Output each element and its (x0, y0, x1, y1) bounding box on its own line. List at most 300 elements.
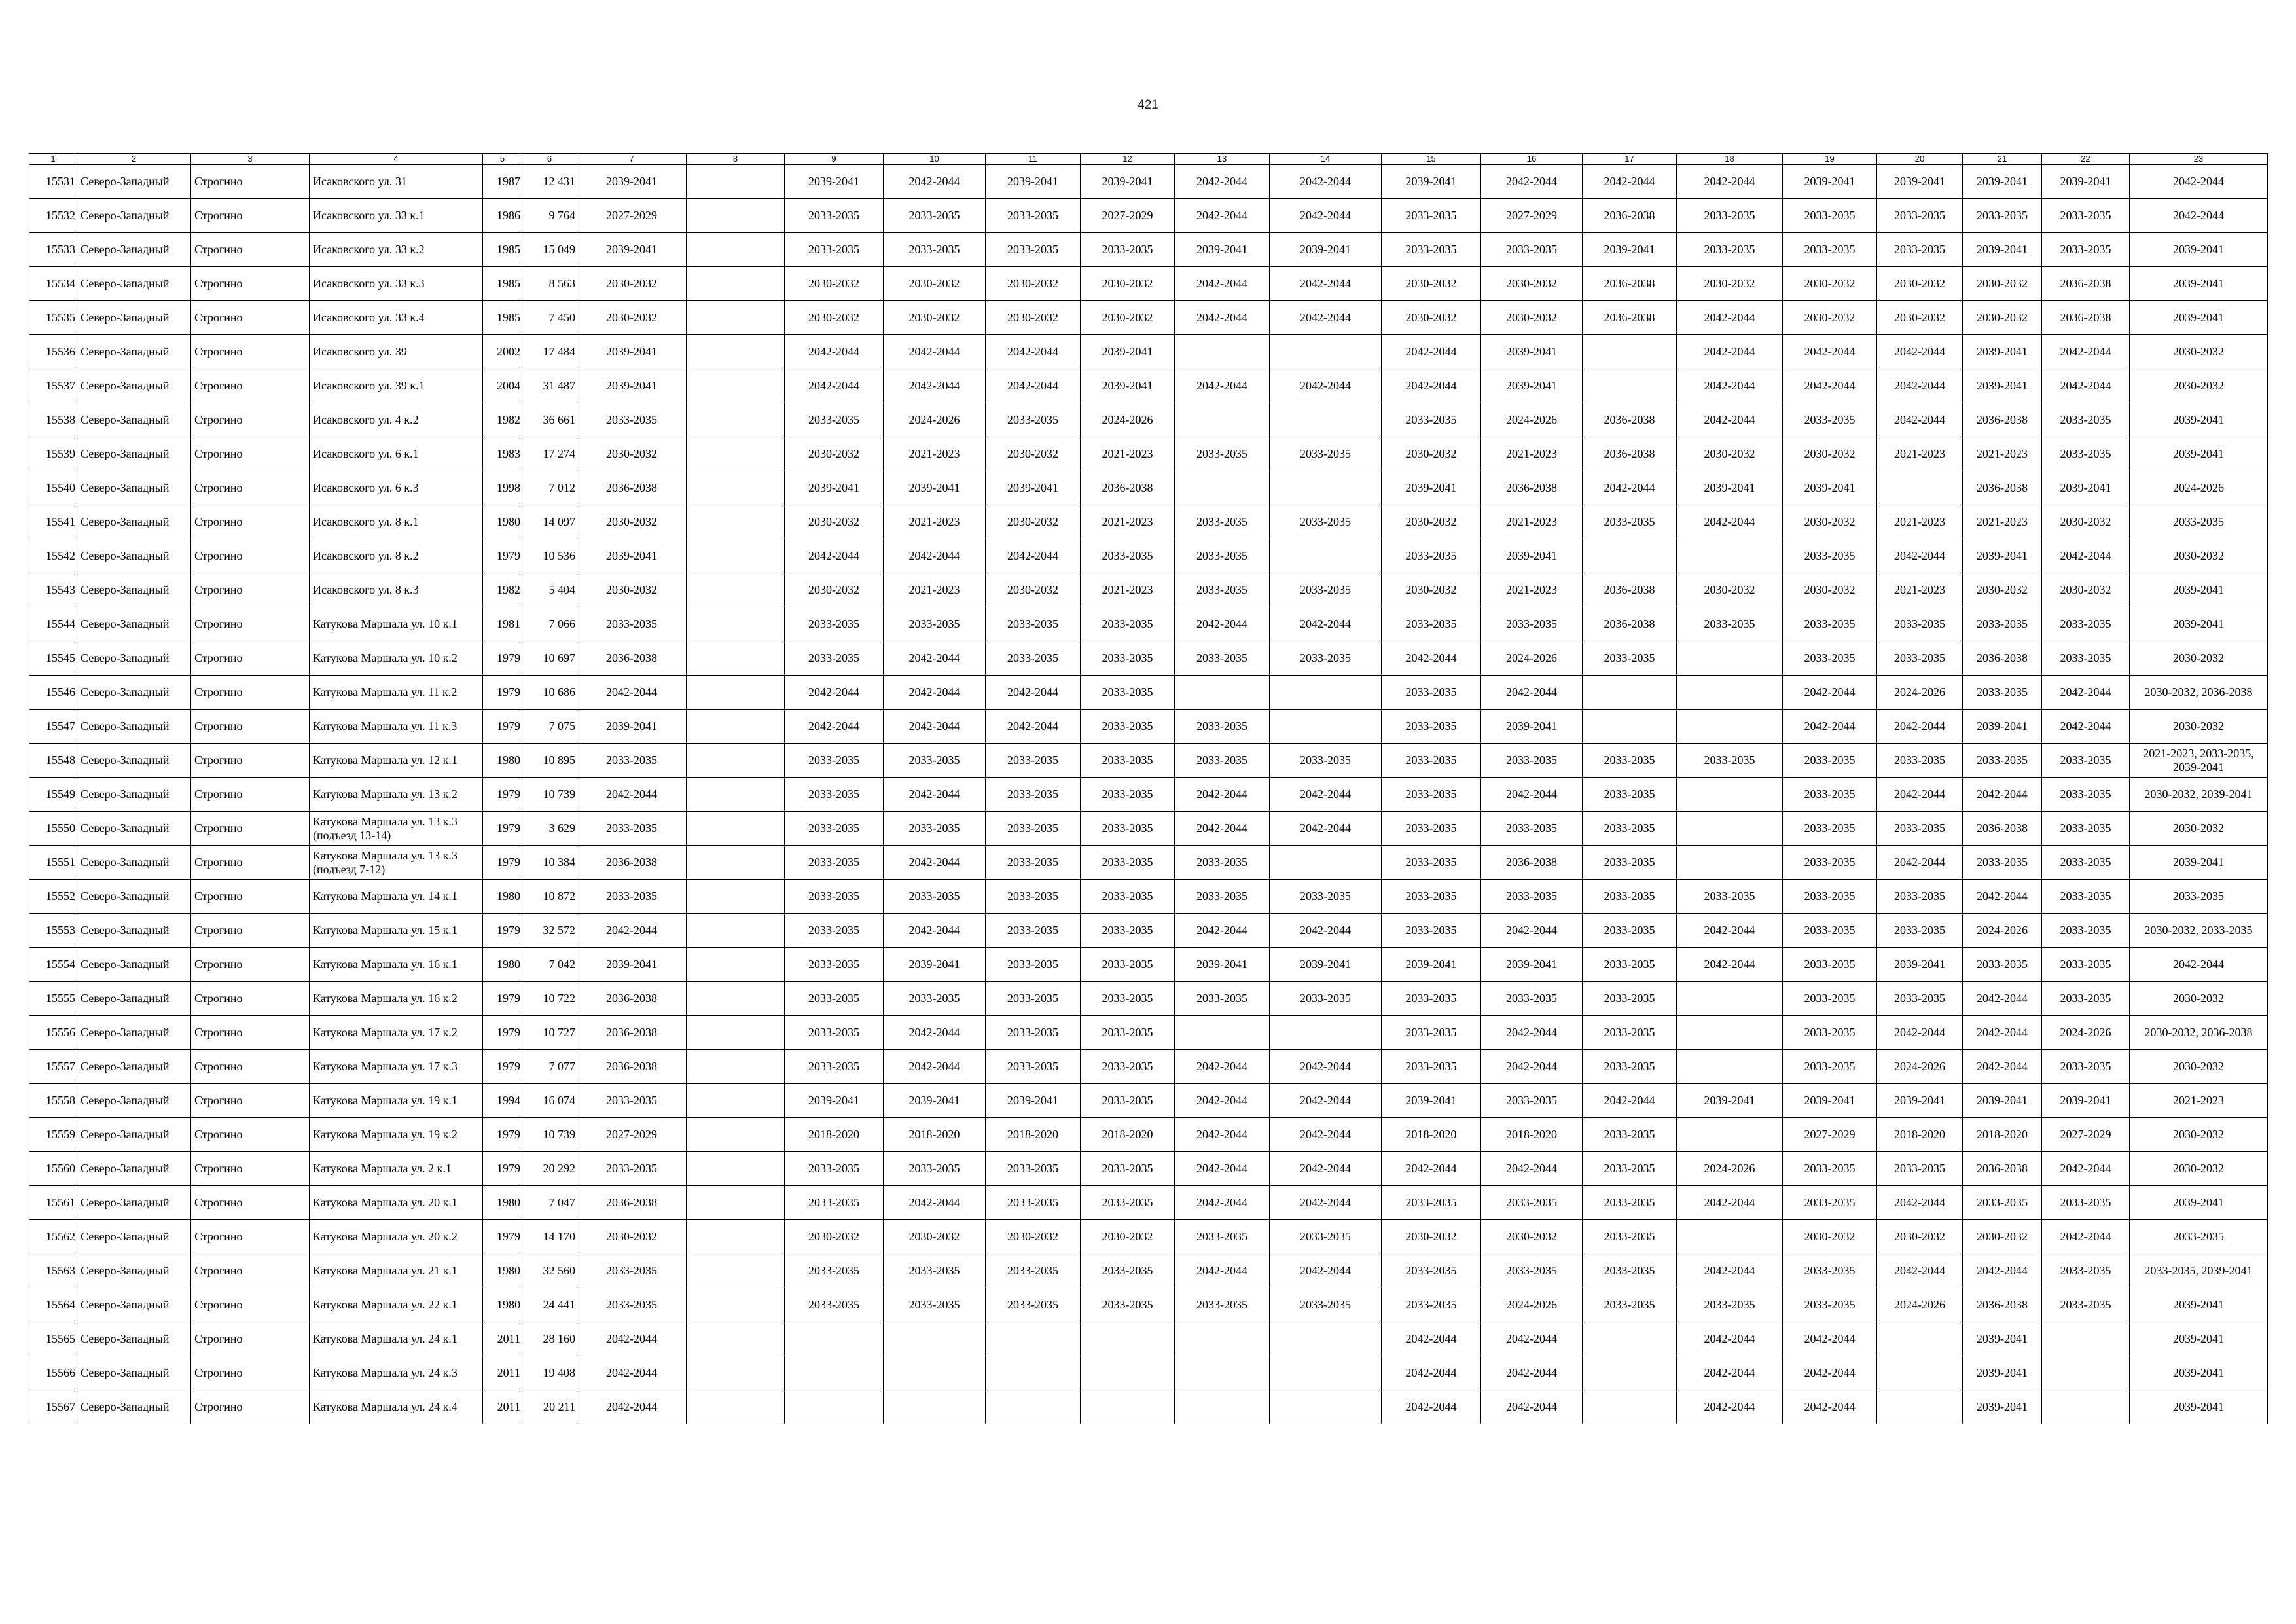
period-13-cell: 2033-2035 (1175, 744, 1270, 778)
district-cell: Северо-Западный (77, 1288, 191, 1322)
address-cell: Катукова Маршала ул. 13 к.2 (310, 778, 483, 812)
period-9-cell (785, 1390, 884, 1424)
area-cell: Строгино (191, 744, 310, 778)
period-18-cell: 2042-2044 (1677, 335, 1783, 369)
period-12-cell (1081, 1356, 1175, 1390)
period-12-cell: 2033-2035 (1081, 812, 1175, 846)
column-number-header: 10 (884, 154, 986, 165)
address-cell: Исаковского ул. 6 к.1 (310, 437, 483, 471)
table-row (29, 1220, 2268, 1254)
period-21-cell: 2033-2035 (1963, 1186, 2042, 1220)
period-15-cell: 2042-2044 (1382, 1390, 1481, 1424)
period-20-cell: 2042-2044 (1877, 778, 1963, 812)
period-17-cell: 2033-2035 (1583, 1254, 1677, 1288)
period-9-cell: 2030-2032 (785, 1220, 884, 1254)
period-10-cell: 2033-2035 (884, 1152, 986, 1186)
area-cell: Строгино (191, 437, 310, 471)
period-19-cell: 2030-2032 (1783, 1220, 1877, 1254)
period-22-cell: 2033-2035 (2042, 1050, 2130, 1084)
district-cell: Северо-Западный (77, 607, 191, 641)
col-8-cell (687, 948, 785, 982)
period-19-cell: 2039-2041 (1783, 165, 1877, 199)
area-cell: Строгино (191, 1322, 310, 1356)
col-8-cell (687, 573, 785, 607)
period-13-cell: 2033-2035 (1175, 1288, 1270, 1322)
period-17-cell: 2033-2035 (1583, 641, 1677, 676)
period-22-cell: 2033-2035 (2042, 778, 2130, 812)
column-number-header: 1 (29, 154, 77, 165)
record-id-cell: 15549 (29, 778, 77, 812)
period-15-cell: 2039-2041 (1382, 165, 1481, 199)
period-16-cell: 2042-2044 (1481, 1390, 1583, 1424)
period-17-cell: 2033-2035 (1583, 1016, 1677, 1050)
area-sqm-cell: 8 563 (522, 267, 577, 301)
period-23-cell: 2030-2032 (2130, 641, 2268, 676)
period-14-cell (1270, 1390, 1382, 1424)
period-15-cell: 2033-2035 (1382, 1186, 1481, 1220)
period-20-cell (1877, 1356, 1963, 1390)
overall-period-cell: 2030-2032 (577, 301, 687, 335)
period-16-cell: 2036-2038 (1481, 471, 1583, 505)
period-14-cell: 2042-2044 (1270, 1186, 1382, 1220)
period-17-cell: 2036-2038 (1583, 437, 1677, 471)
period-20-cell: 2033-2035 (1877, 880, 1963, 914)
year-built-cell: 1979 (483, 1050, 522, 1084)
period-20-cell: 2033-2035 (1877, 233, 1963, 267)
period-12-cell: 2033-2035 (1081, 607, 1175, 641)
overall-period-cell: 2036-2038 (577, 846, 687, 880)
col-8-cell (687, 778, 785, 812)
period-21-cell: 2033-2035 (1963, 846, 2042, 880)
period-15-cell: 2033-2035 (1382, 778, 1481, 812)
period-19-cell: 2033-2035 (1783, 982, 1877, 1016)
area-sqm-cell: 10 536 (522, 539, 577, 573)
period-16-cell: 2036-2038 (1481, 846, 1583, 880)
period-22-cell (2042, 1356, 2130, 1390)
overall-period-cell: 2039-2041 (577, 948, 687, 982)
period-16-cell: 2042-2044 (1481, 1152, 1583, 1186)
record-id-cell: 15537 (29, 369, 77, 403)
period-9-cell: 2033-2035 (785, 744, 884, 778)
period-10-cell: 2042-2044 (884, 1186, 986, 1220)
period-15-cell: 2030-2032 (1382, 505, 1481, 539)
period-10-cell: 2033-2035 (884, 1254, 986, 1288)
period-21-cell: 2042-2044 (1963, 1050, 2042, 1084)
period-23-cell: 2039-2041 (2130, 233, 2268, 267)
period-14-cell (1270, 710, 1382, 744)
area-cell: Строгино (191, 710, 310, 744)
period-9-cell: 2030-2032 (785, 267, 884, 301)
year-built-cell: 1981 (483, 607, 522, 641)
period-12-cell: 2024-2026 (1081, 403, 1175, 437)
period-16-cell: 2024-2026 (1481, 403, 1583, 437)
period-10-cell: 2042-2044 (884, 846, 986, 880)
period-19-cell: 2042-2044 (1783, 710, 1877, 744)
period-11-cell: 2042-2044 (986, 369, 1081, 403)
period-20-cell: 2021-2023 (1877, 505, 1963, 539)
year-built-cell: 1979 (483, 982, 522, 1016)
period-13-cell: 2042-2044 (1175, 1050, 1270, 1084)
period-15-cell: 2042-2044 (1382, 1356, 1481, 1390)
overall-period-cell: 2033-2035 (577, 1288, 687, 1322)
period-13-cell: 2033-2035 (1175, 539, 1270, 573)
period-23-cell: 2030-2032, 2036-2038 (2130, 1016, 2268, 1050)
period-12-cell: 2033-2035 (1081, 948, 1175, 982)
period-20-cell: 2042-2044 (1877, 403, 1963, 437)
overall-period-cell: 2036-2038 (577, 1050, 687, 1084)
period-23-cell: 2039-2041 (2130, 403, 2268, 437)
period-21-cell: 2039-2041 (1963, 1322, 2042, 1356)
period-11-cell: 2033-2035 (986, 778, 1081, 812)
column-number-header: 13 (1175, 154, 1270, 165)
period-9-cell: 2033-2035 (785, 1152, 884, 1186)
column-number-header: 15 (1382, 154, 1481, 165)
period-12-cell: 2033-2035 (1081, 1288, 1175, 1322)
period-10-cell (884, 1322, 986, 1356)
period-19-cell: 2030-2032 (1783, 437, 1877, 471)
period-13-cell (1175, 1390, 1270, 1424)
period-9-cell: 2033-2035 (785, 812, 884, 846)
period-11-cell: 2033-2035 (986, 1050, 1081, 1084)
area-sqm-cell: 10 697 (522, 641, 577, 676)
year-built-cell: 2004 (483, 369, 522, 403)
column-number-header: 2 (77, 154, 191, 165)
year-built-cell: 1986 (483, 199, 522, 233)
period-16-cell: 2024-2026 (1481, 1288, 1583, 1322)
area-sqm-cell: 10 895 (522, 744, 577, 778)
period-14-cell (1270, 539, 1382, 573)
period-21-cell: 2030-2032 (1963, 1220, 2042, 1254)
year-built-cell: 1980 (483, 744, 522, 778)
overall-period-cell: 2033-2035 (577, 880, 687, 914)
period-18-cell (1677, 982, 1783, 1016)
period-13-cell: 2039-2041 (1175, 233, 1270, 267)
area-cell: Строгино (191, 335, 310, 369)
period-16-cell: 2033-2035 (1481, 1186, 1583, 1220)
area-sqm-cell: 28 160 (522, 1322, 577, 1356)
record-id-cell: 15541 (29, 505, 77, 539)
record-id-cell: 15531 (29, 165, 77, 199)
record-id-cell: 15558 (29, 1084, 77, 1118)
period-23-cell: 2039-2041 (2130, 301, 2268, 335)
district-cell: Северо-Западный (77, 948, 191, 982)
year-built-cell: 1987 (483, 165, 522, 199)
period-16-cell: 2033-2035 (1481, 1254, 1583, 1288)
period-18-cell: 2033-2035 (1677, 744, 1783, 778)
period-17-cell: 2033-2035 (1583, 846, 1677, 880)
period-10-cell: 2021-2023 (884, 573, 986, 607)
period-23-cell: 2039-2041 (2130, 1390, 2268, 1424)
period-11-cell: 2030-2032 (986, 437, 1081, 471)
area-sqm-cell: 10 686 (522, 676, 577, 710)
year-built-cell: 1979 (483, 778, 522, 812)
period-12-cell: 2033-2035 (1081, 846, 1175, 880)
period-15-cell: 2042-2044 (1382, 1322, 1481, 1356)
period-14-cell (1270, 1322, 1382, 1356)
area-cell: Строгино (191, 1050, 310, 1084)
record-id-cell: 15560 (29, 1152, 77, 1186)
period-20-cell: 2042-2044 (1877, 710, 1963, 744)
period-17-cell: 2033-2035 (1583, 778, 1677, 812)
period-18-cell: 2033-2035 (1677, 233, 1783, 267)
table-row (29, 301, 2268, 335)
col-8-cell (687, 233, 785, 267)
area-sqm-cell: 14 097 (522, 505, 577, 539)
period-16-cell: 2024-2026 (1481, 641, 1583, 676)
period-14-cell (1270, 1356, 1382, 1390)
area-sqm-cell: 10 722 (522, 982, 577, 1016)
period-13-cell (1175, 1322, 1270, 1356)
district-cell: Северо-Западный (77, 1118, 191, 1152)
period-9-cell: 2042-2044 (785, 369, 884, 403)
column-number-header: 5 (483, 154, 522, 165)
period-18-cell (1677, 1016, 1783, 1050)
period-10-cell: 2033-2035 (884, 233, 986, 267)
period-9-cell: 2033-2035 (785, 1186, 884, 1220)
col-8-cell (687, 812, 785, 846)
area-cell: Строгино (191, 403, 310, 437)
period-14-cell: 2042-2044 (1270, 301, 1382, 335)
column-number-header: 22 (2042, 154, 2130, 165)
period-11-cell (986, 1356, 1081, 1390)
district-cell: Северо-Западный (77, 539, 191, 573)
district-cell: Северо-Западный (77, 335, 191, 369)
period-14-cell: 2033-2035 (1270, 437, 1382, 471)
period-23-cell: 2030-2032 (2130, 710, 2268, 744)
year-built-cell: 2002 (483, 335, 522, 369)
period-14-cell: 2033-2035 (1270, 744, 1382, 778)
period-15-cell: 2033-2035 (1382, 403, 1481, 437)
period-13-cell (1175, 1356, 1270, 1390)
table-row (29, 948, 2268, 982)
period-16-cell: 2039-2041 (1481, 335, 1583, 369)
period-11-cell: 2042-2044 (986, 676, 1081, 710)
address-cell: Исаковского ул. 33 к.4 (310, 301, 483, 335)
col-8-cell (687, 676, 785, 710)
period-17-cell: 2033-2035 (1583, 1186, 1677, 1220)
period-11-cell: 2030-2032 (986, 573, 1081, 607)
overall-period-cell: 2039-2041 (577, 369, 687, 403)
column-number-header: 12 (1081, 154, 1175, 165)
period-19-cell: 2030-2032 (1783, 267, 1877, 301)
period-22-cell: 2042-2044 (2042, 710, 2130, 744)
period-21-cell: 2036-2038 (1963, 641, 2042, 676)
year-built-cell: 1985 (483, 267, 522, 301)
address-cell: Катукова Маршала ул. 15 к.1 (310, 914, 483, 948)
area-sqm-cell: 10 739 (522, 778, 577, 812)
col-8-cell (687, 1322, 785, 1356)
period-15-cell: 2030-2032 (1382, 301, 1481, 335)
overall-period-cell: 2039-2041 (577, 165, 687, 199)
period-9-cell: 2042-2044 (785, 710, 884, 744)
period-10-cell: 2033-2035 (884, 880, 986, 914)
district-cell: Северо-Западный (77, 1084, 191, 1118)
period-15-cell: 2033-2035 (1382, 744, 1481, 778)
period-13-cell: 2033-2035 (1175, 573, 1270, 607)
period-12-cell: 2033-2035 (1081, 539, 1175, 573)
period-12-cell: 2033-2035 (1081, 982, 1175, 1016)
period-20-cell: 2033-2035 (1877, 982, 1963, 1016)
period-21-cell: 2036-2038 (1963, 1152, 2042, 1186)
address-cell: Катукова Маршала ул. 24 к.3 (310, 1356, 483, 1390)
record-id-cell: 15553 (29, 914, 77, 948)
period-11-cell: 2033-2035 (986, 1254, 1081, 1288)
year-built-cell: 1982 (483, 573, 522, 607)
period-19-cell: 2033-2035 (1783, 948, 1877, 982)
period-17-cell: 2033-2035 (1583, 1050, 1677, 1084)
period-12-cell: 2033-2035 (1081, 744, 1175, 778)
record-id-cell: 15547 (29, 710, 77, 744)
record-id-cell: 15564 (29, 1288, 77, 1322)
period-10-cell: 2042-2044 (884, 676, 986, 710)
period-11-cell: 2033-2035 (986, 846, 1081, 880)
period-12-cell: 2039-2041 (1081, 369, 1175, 403)
record-id-cell: 15548 (29, 744, 77, 778)
year-built-cell: 1979 (483, 1016, 522, 1050)
column-number-header: 23 (2130, 154, 2268, 165)
period-13-cell: 2042-2044 (1175, 607, 1270, 641)
overall-period-cell: 2033-2035 (577, 403, 687, 437)
period-15-cell: 2033-2035 (1382, 914, 1481, 948)
period-10-cell: 2042-2044 (884, 165, 986, 199)
area-sqm-cell: 32 560 (522, 1254, 577, 1288)
period-22-cell: 2033-2035 (2042, 914, 2130, 948)
area-sqm-cell: 10 872 (522, 880, 577, 914)
period-21-cell: 2033-2035 (1963, 948, 2042, 982)
table-row (29, 607, 2268, 641)
area-cell: Строгино (191, 778, 310, 812)
record-id-cell: 15540 (29, 471, 77, 505)
period-9-cell: 2030-2032 (785, 437, 884, 471)
area-cell: Строгино (191, 505, 310, 539)
year-built-cell: 1980 (483, 1288, 522, 1322)
period-18-cell: 2042-2044 (1677, 505, 1783, 539)
period-16-cell: 2039-2041 (1481, 710, 1583, 744)
record-id-cell: 15539 (29, 437, 77, 471)
period-11-cell: 2033-2035 (986, 233, 1081, 267)
period-19-cell: 2033-2035 (1783, 233, 1877, 267)
address-cell: Исаковского ул. 33 к.1 (310, 199, 483, 233)
address-cell: Исаковского ул. 8 к.2 (310, 539, 483, 573)
record-id-cell: 15532 (29, 199, 77, 233)
period-12-cell: 2033-2035 (1081, 914, 1175, 948)
col-8-cell (687, 1186, 785, 1220)
period-13-cell: 2033-2035 (1175, 880, 1270, 914)
record-id-cell: 15535 (29, 301, 77, 335)
period-19-cell: 2030-2032 (1783, 301, 1877, 335)
area-sqm-cell: 17 274 (522, 437, 577, 471)
period-11-cell: 2033-2035 (986, 199, 1081, 233)
record-id-cell: 15551 (29, 846, 77, 880)
year-built-cell: 1979 (483, 812, 522, 846)
period-15-cell: 2042-2044 (1382, 1152, 1481, 1186)
period-12-cell (1081, 1322, 1175, 1356)
col-8-cell (687, 403, 785, 437)
area-cell: Строгино (191, 1220, 310, 1254)
period-16-cell: 2042-2044 (1481, 778, 1583, 812)
area-cell: Строгино (191, 1084, 310, 1118)
address-cell: Катукова Маршала ул. 10 к.1 (310, 607, 483, 641)
period-23-cell: 2030-2032, 2039-2041 (2130, 778, 2268, 812)
table-row (29, 1254, 2268, 1288)
period-21-cell: 2042-2044 (1963, 1016, 2042, 1050)
address-cell: Исаковского ул. 8 к.3 (310, 573, 483, 607)
period-20-cell: 2033-2035 (1877, 914, 1963, 948)
area-sqm-cell: 7 066 (522, 607, 577, 641)
district-cell: Северо-Западный (77, 267, 191, 301)
period-10-cell: 2042-2044 (884, 641, 986, 676)
overall-period-cell: 2042-2044 (577, 1390, 687, 1424)
period-17-cell: 2033-2035 (1583, 880, 1677, 914)
period-9-cell: 2042-2044 (785, 676, 884, 710)
period-9-cell: 2033-2035 (785, 914, 884, 948)
period-14-cell: 2042-2044 (1270, 812, 1382, 846)
period-17-cell (1583, 1322, 1677, 1356)
period-22-cell: 2042-2044 (2042, 1152, 2130, 1186)
period-20-cell: 2030-2032 (1877, 1220, 1963, 1254)
year-built-cell: 1980 (483, 948, 522, 982)
table-row (29, 335, 2268, 369)
address-cell: Катукова Маршала ул. 13 к.3 (подъезд 13-14) (310, 812, 483, 846)
address-cell: Катукова Маршала ул. 24 к.1 (310, 1322, 483, 1356)
year-built-cell: 1979 (483, 641, 522, 676)
period-21-cell: 2039-2041 (1963, 1390, 2042, 1424)
period-15-cell: 2042-2044 (1382, 641, 1481, 676)
period-21-cell: 2021-2023 (1963, 505, 2042, 539)
period-17-cell (1583, 1356, 1677, 1390)
district-cell: Северо-Западный (77, 676, 191, 710)
period-12-cell: 2021-2023 (1081, 573, 1175, 607)
period-10-cell: 2030-2032 (884, 301, 986, 335)
period-16-cell: 2042-2044 (1481, 1356, 1583, 1390)
period-20-cell: 2033-2035 (1877, 744, 1963, 778)
period-19-cell: 2033-2035 (1783, 846, 1877, 880)
col-8-cell (687, 607, 785, 641)
area-cell: Строгино (191, 1254, 310, 1288)
period-16-cell: 2042-2044 (1481, 1050, 1583, 1084)
period-12-cell: 2030-2032 (1081, 267, 1175, 301)
period-14-cell: 2042-2044 (1270, 1118, 1382, 1152)
address-cell: Исаковского ул. 31 (310, 165, 483, 199)
period-16-cell: 2042-2044 (1481, 165, 1583, 199)
overall-period-cell: 2033-2035 (577, 1254, 687, 1288)
period-21-cell: 2039-2041 (1963, 335, 2042, 369)
period-15-cell: 2042-2044 (1382, 369, 1481, 403)
table-row (29, 880, 2268, 914)
area-cell: Строгино (191, 1390, 310, 1424)
period-15-cell: 2042-2044 (1382, 335, 1481, 369)
overall-period-cell: 2036-2038 (577, 1016, 687, 1050)
period-18-cell: 2042-2044 (1677, 165, 1783, 199)
column-number-header: 16 (1481, 154, 1583, 165)
period-11-cell: 2033-2035 (986, 1016, 1081, 1050)
area-cell: Строгино (191, 301, 310, 335)
address-cell: Катукова Маршала ул. 14 к.1 (310, 880, 483, 914)
overall-period-cell: 2033-2035 (577, 1152, 687, 1186)
period-17-cell: 2042-2044 (1583, 165, 1677, 199)
period-20-cell: 2024-2026 (1877, 1050, 1963, 1084)
period-18-cell (1677, 812, 1783, 846)
period-17-cell (1583, 369, 1677, 403)
period-11-cell: 2039-2041 (986, 165, 1081, 199)
area-sqm-cell: 24 441 (522, 1288, 577, 1322)
record-id-cell: 15542 (29, 539, 77, 573)
period-10-cell: 2042-2044 (884, 778, 986, 812)
period-18-cell: 2033-2035 (1677, 1288, 1783, 1322)
column-number-header: 8 (687, 154, 785, 165)
table-row (29, 1186, 2268, 1220)
district-cell: Северо-Западный (77, 982, 191, 1016)
